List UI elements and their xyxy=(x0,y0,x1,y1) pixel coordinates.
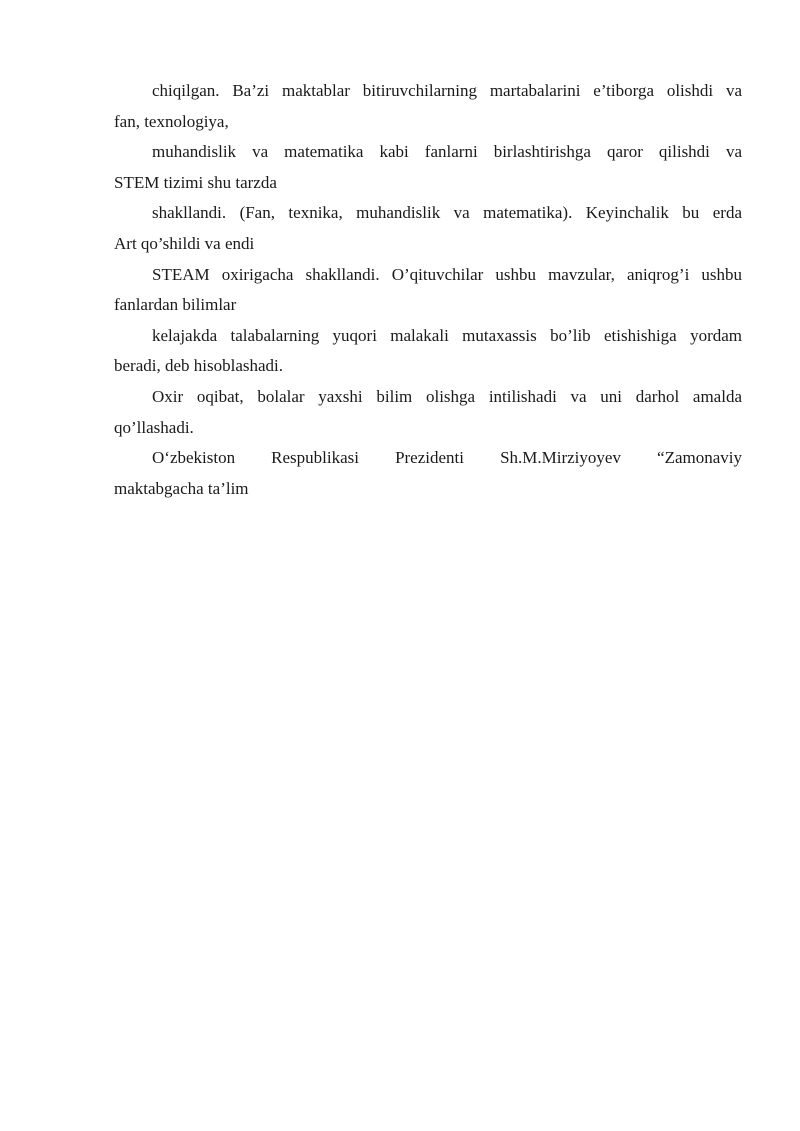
paragraph xyxy=(114,137,742,198)
paragraph xyxy=(114,198,742,259)
paragraph-first-line: Oxir oqibat, bolalar yaxshi bilim olishga intilishadi va uni darhol amalda xyxy=(152,386,742,406)
paragraph xyxy=(114,76,742,137)
document-body xyxy=(114,76,742,504)
paragraph-last-line: maktabgacha ta’lim xyxy=(114,478,249,498)
paragraph-first-line: O‘zbekiston Respublikasi Prezidenti Sh.M.Mirziyoyev “Zamonaviy xyxy=(152,448,742,468)
paragraph-last-line: fan, texnologiya, xyxy=(114,111,229,131)
paragraph-last-line: fanlardan bilimlar xyxy=(114,295,237,315)
paragraph-last-line: beradi, deb hisoblashadi. xyxy=(114,356,284,376)
paragraph-last-line: STEM tizimi shu tarzda xyxy=(114,172,277,192)
paragraph xyxy=(114,260,742,321)
paragraph-last-line: Art qo’shildi va endi xyxy=(114,233,255,253)
paragraph-last-line: qo’llashadi. xyxy=(114,417,194,437)
paragraph-first-line: muhandislik va matematika kabi fanlarni birlashtirishga qaror qilishdi va xyxy=(152,142,742,162)
paragraph-first-line: kelajakda talabalarning yuqori malakali mutaxassis bo’lib etishishiga yordam xyxy=(152,325,742,345)
paragraph-first-line: STEAM oxirigacha shakllandi. O’qituvchilar ushbu mavzular, aniqrog’i ushbu xyxy=(152,264,742,284)
paragraph xyxy=(114,443,742,504)
paragraph xyxy=(114,321,742,382)
paragraph-first-line: shakllandi. (Fan, texnika, muhandislik va matematika). Keyinchalik bu erda xyxy=(152,203,742,223)
paragraph xyxy=(114,382,742,443)
paragraph-first-line: chiqilgan. Ba’zi maktablar bitiruvchilarning martabalarini e’tiborga olishdi va xyxy=(152,81,742,100)
